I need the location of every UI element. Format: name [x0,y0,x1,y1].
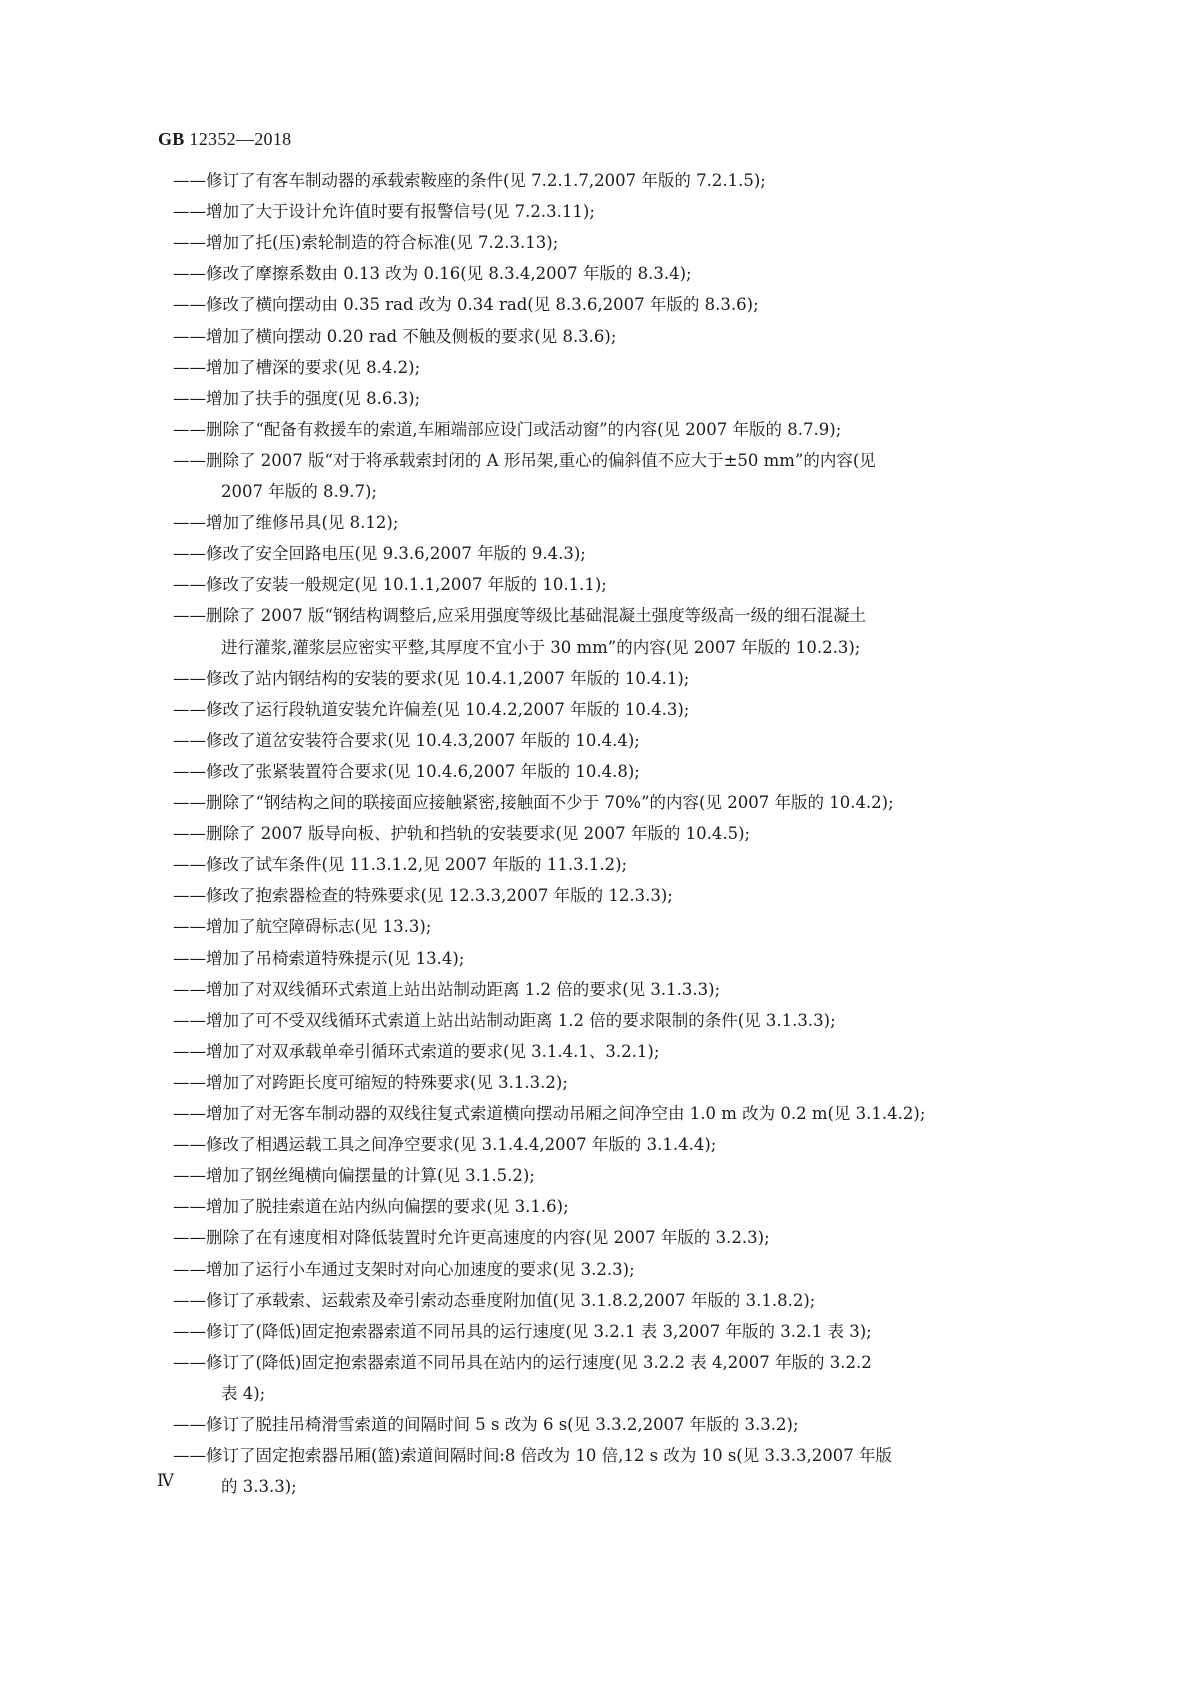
list-item: ——增加了吊椅索道特殊提示(见 13.4); [173,948,465,968]
list-item: ——修订了固定抱索器吊厢(篮)索道间隔时间:8 倍改为 10 倍,12 s 改为 10 s(见 3.3.3,2007 年版 [173,1446,892,1466]
list-item: ——修订了脱挂吊椅滑雪索道的间隔时间 5 s 改为 6 s(见 3.3.2,2007 年版的 3.3.2); [173,1415,799,1434]
list-item: ——增加了维修吊具(见 8.12); [173,513,399,533]
list-item: ——修改了试车条件(见 11.3.1.2,见 2007 年版的 11.3.1.2); [173,855,628,875]
list-item: ——增加了运行小车通过支架时对向心加速度的要求(见 3.2.3); [173,1259,635,1279]
list-item: ——修改了安全回路电压(见 9.3.6,2007 年版的 9.4.3); [173,544,586,564]
list-item: ——增加了可不受双线循环式索道上站出站制动距离 1.2 倍的要求限制的条件(见 3.1.3.3); [173,1010,836,1030]
list-item: ——增加了航空障碍标志(见 13.3); [173,917,432,937]
list-item: ——增加了钢丝绳横向偏摆量的计算(见 3.1.5.2); [173,1166,535,1186]
list-item: ——增加了对双线循环式索道上站出站制动距离 1.2 倍的要求(见 3.1.3.3); [173,979,721,999]
list-item: ——修改了安装一般规定(见 10.1.1,2007 年版的 10.1.1); [173,575,607,595]
list-item: ——增加了槽深的要求(见 8.4.2); [173,357,421,377]
list-item: ——修订了承载索、运载索及牵引索动态垂度附加值(见 3.1.8.2,2007 年版的 3.1.8.2); [173,1290,816,1310]
list-item: ——增加了扶手的强度(见 8.6.3); [173,388,421,408]
list-item: ——修改了相遇运载工具之间净空要求(见 3.1.4.4,2007 年版的 3.1.4.4); [173,1135,717,1155]
list-item: ——增加了横向摆动 0.20 rad 不触及侧板的要求(见 8.3.6); [173,326,617,346]
list-item: ——删除了 2007 版“对于将承载索封闭的 A 形吊架,重心的偏斜值不应大于±50 mm”的内容(见 [173,450,876,470]
list-item: ——修改了摩擦系数由 0.13 改为 0.16(见 8.3.4,2007 年版的 8.3.4); [173,264,692,284]
list-item: ——删除了 2007 版“钢结构调整后,应采用强度等级比基础混凝土强度等级高一级的细石混凝土 [173,606,867,626]
list-item-continuation: 表 4); [221,1383,266,1403]
list-item: ——删除了在有速度相对降低装置时允许更高速度的内容(见 2007 年版的 3.2.3); [173,1228,770,1248]
standard-number: 12352—2018 [189,129,292,149]
list-item-continuation: 的 3.3.3); [221,1477,297,1497]
list-item: ——修订了(降低)固定抱索器索道不同吊具在站内的运行速度(见 3.2.2 表 4,2007 年版的 3.2.2 [173,1352,872,1372]
list-item: ——修订了有客车制动器的承载索鞍座的条件(见 7.2.1.7,2007 年版的 7.2.1.5); [173,171,766,190]
list-item: ——修改了运行段轨道安装允许偏差(见 10.4.2,2007 年版的 10.4.3); [173,699,690,719]
page-number: Ⅳ [157,1471,174,1490]
list-item: ——修改了道岔安装符合要求(见 10.4.3,2007 年版的 10.4.4); [173,730,640,750]
list-item: ——修改了站内钢结构的安装的要求(见 10.4.1,2007 年版的 10.4.1); [173,668,690,688]
list-item: ——删除了 2007 版导向板、护轨和挡轨的安装要求(见 2007 年版的 10.4.5); [173,824,751,844]
list-item: ——增加了对无客车制动器的双线往复式索道横向摆动吊厢之间净空由 1.0 m 改为 0.2 m(见 3.1.4.2); [173,1104,926,1123]
list-item: ——删除了“钢结构之间的联接面应接触紧密,接触面不少于 70%”的内容(见 2007 年版的 10.4.2); [173,793,894,812]
list-item: ——增加了脱挂索道在站内纵向偏摆的要求(见 3.1.6); [173,1197,569,1217]
list-item: ——修改了抱索器检查的特殊要求(见 12.3.3,2007 年版的 12.3.3); [173,886,673,906]
list-item: ——修改了横向摆动由 0.35 rad 改为 0.34 rad(见 8.3.6,2007 年版的 8.3.6); [173,295,759,315]
list-item: ——增加了托(压)索轮制造的符合标准(见 7.2.3.13); [173,233,559,253]
list-item: ——修改了张紧装置符合要求(见 10.4.6,2007 年版的 10.4.8); [173,761,640,781]
list-item: ——修订了(降低)固定抱索器索道不同吊具的运行速度(见 3.2.1 表 3,2007 年版的 3.2.1 表 3); [173,1321,872,1341]
list-item-continuation: 进行灌浆,灌浆层应密实平整,其厚度不宜小于 30 mm”的内容(见 2007 年版的 10.2.3); [221,637,861,657]
list-item: ——删除了“配备有救援车的索道,车厢端部应设门或活动窗”的内容(见 2007 年版的 8.7.9); [173,419,842,439]
list-item: ——增加了对跨距长度可缩短的特殊要求(见 3.1.3.2); [173,1072,568,1092]
list-item: ——增加了大于设计允许值时要有报警信号(见 7.2.3.11); [173,202,595,222]
list-item: ——增加了对双承载单牵引循环式索道的要求(见 3.1.4.1、3.2.1); [173,1041,660,1061]
list-item-continuation: 2007 年版的 8.9.7); [221,482,377,501]
standard-prefix: GB [158,129,185,149]
